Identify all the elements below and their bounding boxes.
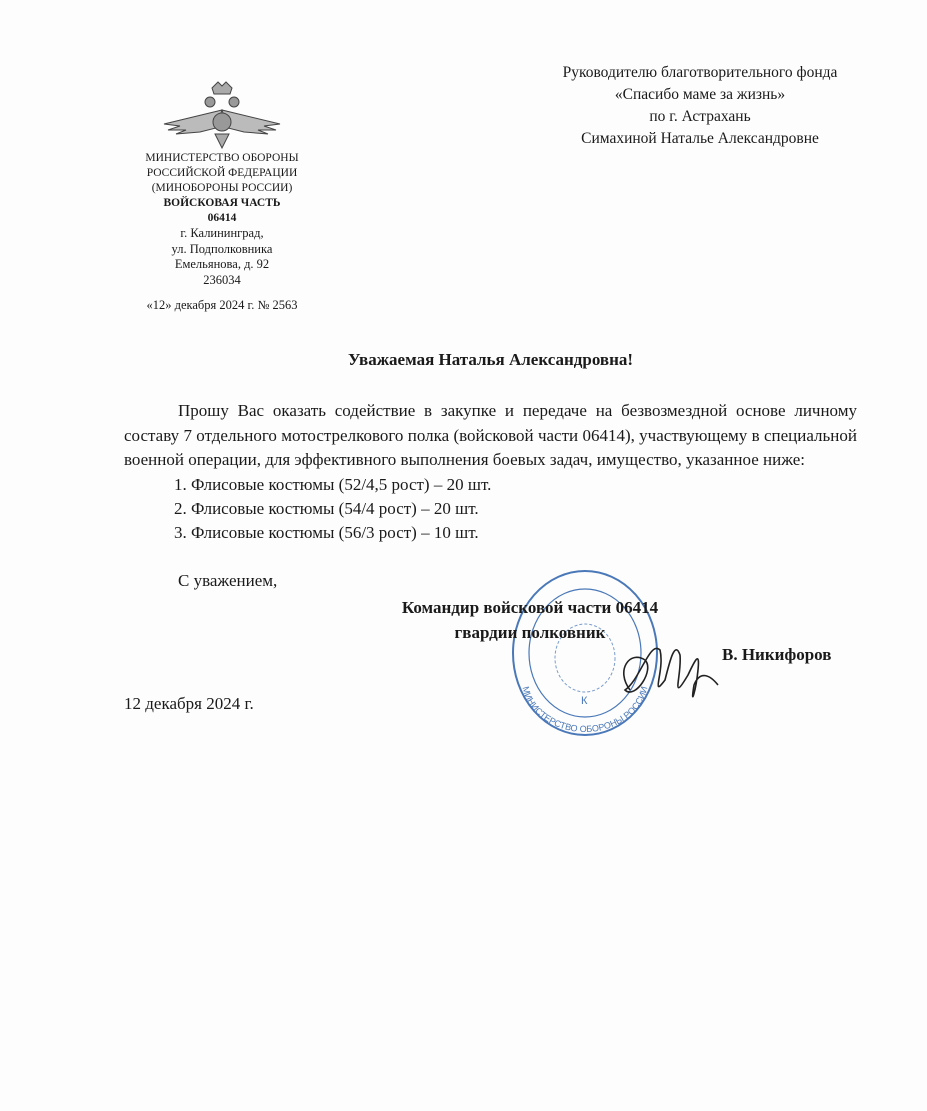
addressee-line: Руководителю благотворительного фонда [562,64,838,81]
list-item: 2. Флисовые костюмы (54/4 рост) – 20 шт. [174,498,479,518]
closing: С уважением, [178,571,278,591]
signatory-name: В. Никифоров [722,645,832,665]
letter-body [124,399,857,714]
salutation: Уважаемая Наталья Александровна! [347,350,634,369]
sender-header [120,151,324,288]
outgoing-number: «12» декабря 2024 г. № 2563 [146,298,298,312]
org-line: (МИНОБОРОНЫ РОССИИ) [151,182,293,194]
list-item: 1. Флисовые костюмы (52/4,5 рост) – 20 шт. [174,474,492,494]
org-line: МИНИСТЕРСТВО ОБОРОНЫ [145,152,299,164]
item-list [124,473,857,546]
body-paragraph: Прошу Вас оказать содействие в закупке и передаче на безвозмездной основе личному составу 7 отдельного мотострелкового полка (войсковой части 06414), участвующему в специальной военной операции, для эффективного выполнения боевых задач, имущество, указанное ниже: [124,401,857,469]
stamp-text: МИНИСТЕРСТВО ОБОРОНЫ РОССИИ [520,685,650,735]
signature-block [124,595,857,694]
addressee-line: Симахиной Наталье Александровне [581,130,819,147]
list-item: 3. Флисовые костюмы (56/3 рост) – 10 шт. [174,523,479,543]
letter-date: 12 декабря 2024 г. [124,694,254,714]
stamp-letter: К [581,695,588,707]
addressee-line: по г. Астрахань [649,108,751,125]
addressee-block [500,62,900,150]
address-line: Емельянова, д. 92 [174,257,270,271]
address-line: г. Калининград, [180,226,264,240]
address-line: 236034 [203,272,241,287]
addressee-line: «Спасибо маме за жизнь» [614,86,786,103]
address-line: ул. Подполковника [171,241,273,256]
unit-label: ВОЙСКОВАЯ ЧАСТЬ [163,197,281,209]
org-line: РОССИЙСКОЙ ФЕДЕРАЦИИ [146,167,298,179]
signatory-role [300,595,760,645]
role-line: гвардии полковник [454,623,606,643]
double-headed-eagle-emblem-icon [160,80,284,150]
unit-number: 06414 [207,212,237,224]
role-line: Командир войсковой части 06414 [401,598,659,618]
